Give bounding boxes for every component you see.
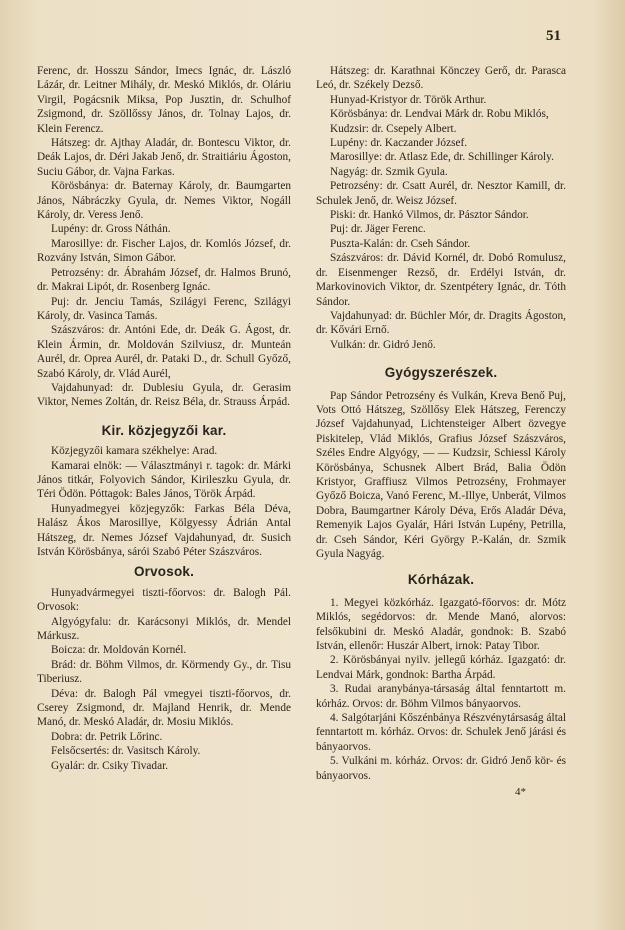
paragraph: Petrozsény: dr. Csatt Aurél, dr. Nesztor Kamill, dr. Schulek Jenő, dr. Weisz József. [316, 180, 566, 207]
paragraph: Lupény: dr. Gross Náthán. [51, 223, 171, 236]
section-heading-hospitals: Kórházak. [407, 572, 475, 588]
paragraph: Kudzsir: dr. Csepely Albert. [330, 122, 457, 135]
paragraph: Gyalár: dr. Csiky Tivadar. [51, 759, 169, 772]
paragraph: Körösbánya: dr. Baternay Károly, dr. Baumgarten János, Nábráczky Gyula, dr. Nemes Viktor, Nogáll Károly, dr. Veress Jenő. [37, 180, 291, 222]
left-column [37, 64, 291, 773]
paragraph: Dobra: dr. Petrik Lőrinc. [51, 730, 163, 743]
paragraph: Körösbánya: dr. Lendvai Márk dr. Robu Miklós, [330, 108, 549, 121]
paragraph: Puj: dr. Jenciu Tamás, Szilágyi Ferenc, Szilágyi Károly, dr. Vasinca Tamás. [37, 295, 291, 322]
paragraph: Hunyadmegyei közjegyzők: Farkas Béla Déva, Halász Ákos Marosillye, Kölgyessy Ádrián Antal Hátszeg, dr. Nemes József Vajdahunyad, dr. Susich István Körösbánya, sárói Szabó Péter Szászváros. [37, 502, 291, 558]
paragraph: Puszta-Kalán: dr. Cseh Sándor. [330, 237, 471, 250]
paragraph: Hunyad-Kristyor dr. Török Arthur. [330, 93, 487, 106]
paragraph: Szászváros: dr. Antóni Ede, dr. Deák G. Ágost, dr. Klein Ármin, dr. Moldován Szilviusz, dr. Munteán Aurél, dr. Oprea Aurél, dr. Pataki D., dr. Schull Győző, Szabó Károly, dr. Vlád Aurél, [37, 324, 291, 380]
paragraph: Boicza: dr. Moldován Kornél. [51, 644, 187, 657]
paragraph: Petrozsény: dr. Ábrahám József, dr. Halmos Brunó, dr. Makrai Lipót, dr. Rosenberg Ignác. [37, 266, 291, 294]
paragraph: Hátszeg: dr. Ajthay Aladár, dr. Bontescu Viktor, dr. Deák Lajos, dr. Déri Jakab Jenő, dr. Straitiáriu Ágoston, Suciu Gábor, dr. Vajna Farkas. [37, 137, 291, 178]
paragraph: Marosillye: dr. Fischer Lajos, dr. Komlós József, dr. Rozvány István, Simon Gábor. [37, 237, 291, 265]
paragraph: 2. Körösbányai nyilv. jellegű kórház. Igazgató: dr. Lendvai Márk, gondnok: Bartha Árpád. [316, 654, 566, 681]
page-number: 51 [546, 28, 561, 44]
paragraph: Közjegyzői kamara székhelye: Arad. [51, 445, 218, 458]
paragraph: Vajdahunyad: dr. Büchler Mór, dr. Dragits Ágoston, dr. Kővári Ernő. [316, 309, 566, 337]
paragraph: Hátszeg: dr. Karathnai Könczey Gerő, dr. Parasca Leó, dr. Székely Dezső. [316, 65, 566, 92]
paragraph: Algyógyfalu: dr. Karácsonyi Miklós, dr. Mendel Márkusz. [37, 615, 291, 643]
paragraph: 5. Vulkáni m. kórház. Orvos: dr. Gidró Jenő kör- és bányaorvos. [316, 755, 566, 782]
paragraph: Brád: dr. Böhm Vilmos, dr. Körmendy Gy., dr. Tisu Tiberiusz. [37, 658, 291, 686]
paragraph: Ferenc, dr. Hosszu Sándor, Imecs Ignác, dr. László Lázár, dr. Leitner Mihály, dr. Meskó Miklós, dr. Oláriu Virgil, Pogácsnik Miksa, Pop Jusztin, dr. Schulhof Zsigmond, dr. Szöllőssy János, dr. Tolnay Lajos, dr. Klein Ferencz. [37, 65, 291, 135]
paragraph: Déva: dr. Balogh Pál vmegyei tiszti-főorvos, dr. Cserey Zsigmond, dr. Majland Henrik, dr. Mende Manó, dr. Meskó Aladár, dr. Mosiu Miklós. [37, 687, 291, 729]
paragraph: Lupény: dr. Kaczander József. [330, 137, 468, 150]
section-heading-pharmacists: Gyógyszerészek. [384, 365, 498, 381]
paragraph: Hunyadvármegyei tiszti-főorvos: dr. Balogh Pál. Orvosok: [37, 586, 291, 614]
paragraph: Pap Sándor Petrozsény és Vulkán, Kreva Benő Puj, Vots Ottó Hátszeg, Szöllősy Elek Hátszeg, Ferenczy József Vajdahunyad, Lichtensteiger Albert özvegye Piskitelep, Vlád Miklós, Grafius József Szászváros, Széles Endre Algyógy, — — Kudzsir, Schiessl Károly Körösbánya, Schusnek Albert Brád, Balia Ödön Kristyor, Graffiusz Vilmos Petrozsény, Frohmayer Győző Boicza, Vanó Ferenc, M.-Illye, Unberát, Vilmos Dobra, Baumgartner Károly Déva, Erős Aladár Déva, Remenyik Lajos Gyalár, Hári István Lupény, Petrilla, dr. Cseh Sándor, Kéri György P.-Kalán, dr. Szmik Gyula Nagyág. [316, 389, 566, 560]
paragraph: Piski: dr. Hankó Vilmos, dr. Pásztor Sándor. [330, 209, 529, 222]
paragraph: 4. Salgótarjáni Kőszénbánya Részvénytársaság által fenntartott m. kórház. Orvos: dr. Schulek Jenő járási és bányaorvos. [316, 712, 566, 753]
right-column [316, 64, 566, 800]
paragraph: Marosillye: dr. Atlasz Ede, dr. Schillinger Károly. [330, 151, 554, 164]
paragraph: Szászváros: dr. Dávid Kornél, dr. Dobó Romulusz, dr. Eisenmenger Rezső, dr. Erdélyi István, dr. Markovinovich Viktor, dr. Szentpétery Ignác, dr. Tóth Sándor. [316, 252, 566, 308]
paragraph: Felsőcsertés: dr. Vasitsch Károly. [51, 745, 201, 758]
signature-mark: 4* [515, 786, 526, 799]
paragraph: Vajdahunyad: dr. Dublesiu Gyula, dr. Gerasim Viktor, Nemes Zoltán, dr. Reisz Béla, dr. Strauss Árpád. [37, 381, 291, 409]
paragraph: Kamarai elnök: — Választmányi r. tagok: dr. Márki János titkár, Folyovich Sándor, Kirileszku Gyula, dr. Téri Ödön. Póttagok: Bales János, Török Árpád. [37, 459, 291, 501]
paragraph: 3. Rudai aranybánya-társaság által fenntartott m. kórház. Orvos: dr. Böhm Vilmos bányaorvos. [316, 683, 566, 710]
section-heading-notaries: Kir. közjegyzői kar. [101, 422, 227, 438]
paragraph: Nagyág: dr. Szmik Gyula. [330, 165, 448, 178]
paragraph: Vulkán: dr. Gidró Jenő. [330, 338, 436, 351]
paragraph: Puj: dr. Jäger Ferenc. [330, 223, 426, 236]
paragraph: 1. Megyei közkórház. Igazgató-főorvos: dr. Mótz Miklós, segédorvos: dr. Mende Manó, alorvos: felsőkubini dr. Meskó Aladár, gondnok: B. Szabó István, ellenőr: Huszár Albert, irnok: Patay Tibor. [316, 596, 566, 653]
section-heading-doctors: Orvosok. [133, 564, 195, 580]
